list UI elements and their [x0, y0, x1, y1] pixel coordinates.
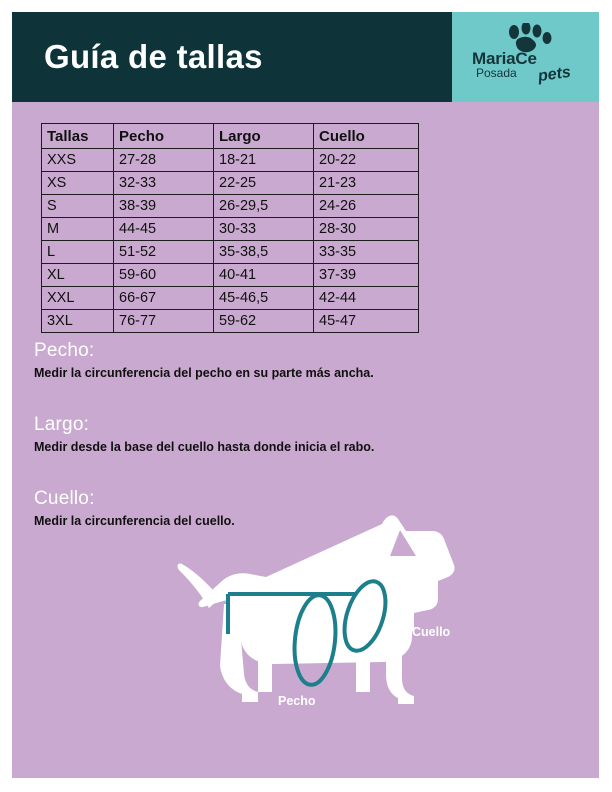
cell-cuello: 37-39	[314, 264, 419, 287]
table-row	[42, 149, 419, 172]
dog-silhouette-icon	[150, 508, 480, 773]
cell-largo: 35-38,5	[214, 241, 314, 264]
section-pecho	[34, 340, 374, 380]
table-row	[42, 310, 419, 333]
cell-talla: XL	[42, 264, 114, 287]
table-row	[42, 241, 419, 264]
logo-subtitle: Posada	[476, 66, 517, 80]
page-title: Guía de tallas	[44, 38, 263, 75]
section-text: Medir la circunferencia del pecho en su parte más ancha.	[34, 366, 374, 380]
page-margin-bottom	[0, 778, 612, 792]
cell-largo: 18-21	[214, 149, 314, 172]
cell-cuello: 33-35	[314, 241, 419, 264]
cell-talla: S	[42, 195, 114, 218]
cell-talla: L	[42, 241, 114, 264]
logo-name: MariaCe	[472, 49, 537, 68]
label-largo: Largo	[278, 576, 313, 590]
brand-logo	[466, 21, 591, 93]
size-table-wrapper	[41, 123, 418, 333]
cell-largo: 45-46,5	[214, 287, 314, 310]
cell-pecho: 32-33	[114, 172, 214, 195]
cell-pecho: 59-60	[114, 264, 214, 287]
column-header-largo: Largo	[214, 124, 314, 149]
cell-talla: M	[42, 218, 114, 241]
column-header-cuello: Cuello	[314, 124, 419, 149]
cell-cuello: 24-26	[314, 195, 419, 218]
cell-talla: XXS	[42, 149, 114, 172]
cell-talla: XS	[42, 172, 114, 195]
cell-largo: 40-41	[214, 264, 314, 287]
cell-cuello: 42-44	[314, 287, 419, 310]
cell-talla: XXL	[42, 287, 114, 310]
column-header-pecho: Pecho	[114, 124, 214, 149]
measurement-illustration	[150, 508, 480, 773]
section-cuello	[34, 488, 235, 528]
cell-largo: 59-62	[214, 310, 314, 333]
section-text: Medir desde la base del cuello hasta donde inicia el rabo.	[34, 440, 375, 454]
table-row	[42, 287, 419, 310]
logo-pets: pets	[536, 63, 572, 86]
cell-pecho: 51-52	[114, 241, 214, 264]
section-title: Largo:	[34, 414, 90, 435]
cell-largo: 26-29,5	[214, 195, 314, 218]
cell-pecho: 44-45	[114, 218, 214, 241]
cell-cuello: 20-22	[314, 149, 419, 172]
cell-cuello: 45-47	[314, 310, 419, 333]
section-title: Pecho:	[34, 340, 95, 361]
page-margin-left	[0, 0, 12, 792]
cell-pecho: 66-67	[114, 287, 214, 310]
cell-largo: 22-25	[214, 172, 314, 195]
table-header-row	[42, 124, 419, 149]
section-text: Medir la circunferencia del cuello.	[34, 514, 235, 528]
page-margin-top	[0, 0, 612, 12]
section-title: Cuello:	[34, 488, 95, 509]
header-logo-block	[452, 12, 599, 102]
header-title-block	[12, 12, 452, 102]
cell-pecho: 27-28	[114, 149, 214, 172]
column-header-tallas: Tallas	[42, 124, 114, 149]
cell-pecho: 76-77	[114, 310, 214, 333]
section-largo	[34, 414, 374, 454]
table-row	[42, 172, 419, 195]
size-table	[41, 123, 419, 333]
cell-talla: 3XL	[42, 310, 114, 333]
table-row	[42, 264, 419, 287]
header	[12, 12, 599, 102]
cell-largo: 30-33	[214, 218, 314, 241]
label-pecho: Pecho	[278, 694, 316, 708]
label-cuello: Cuello	[412, 625, 451, 639]
cell-pecho: 38-39	[114, 195, 214, 218]
page-margin-right	[599, 0, 612, 792]
cell-cuello: 21-23	[314, 172, 419, 195]
cell-cuello: 28-30	[314, 218, 419, 241]
table-row	[42, 218, 419, 241]
table-row	[42, 195, 419, 218]
